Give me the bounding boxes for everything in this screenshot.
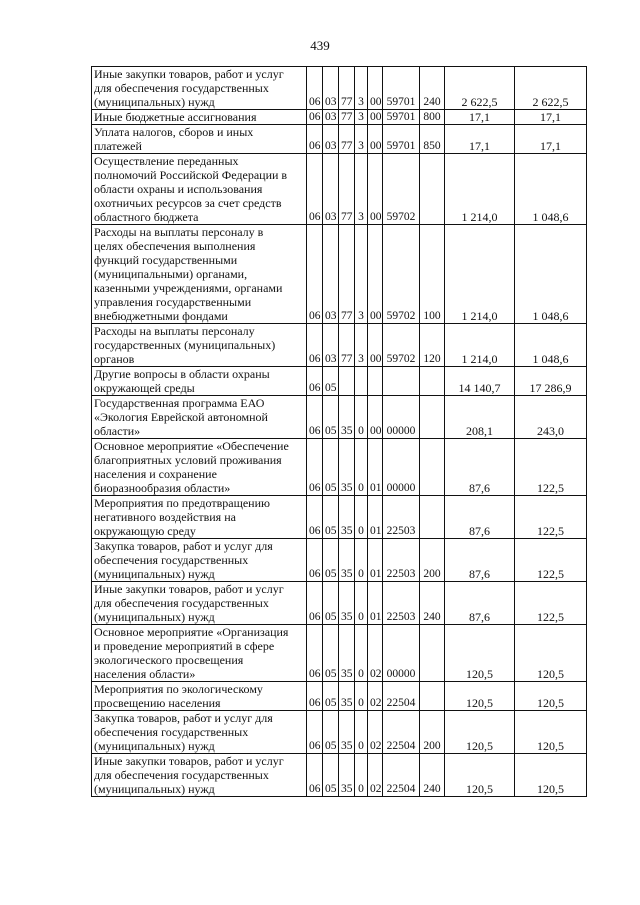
table-row <box>92 396 587 439</box>
program-code-cell: 35 <box>339 582 355 625</box>
description-cell <box>92 225 307 324</box>
description-cell <box>92 582 307 625</box>
description-line: окружающей среды <box>94 381 195 395</box>
description-line: Расходы на выплаты персоналу <box>94 324 255 338</box>
description-line: (муниципальными) органами, <box>94 267 248 281</box>
program-code-cell: 77 <box>339 110 355 125</box>
description-line: областного бюджета <box>94 210 199 224</box>
direction-code-cell <box>383 367 420 396</box>
description-line: платежей <box>94 139 142 153</box>
amount-year1-cell: 17,1 <box>445 125 515 154</box>
description-line: внебюджетными фондами <box>94 309 228 323</box>
direction-code-cell: 59702 <box>383 225 420 324</box>
table-row <box>92 154 587 225</box>
expense-type-code-cell: 240 <box>420 582 445 625</box>
activity-code-cell: 01 <box>368 439 383 496</box>
section-code-cell: 06 <box>307 439 323 496</box>
subprogram-code-cell: 0 <box>355 496 368 539</box>
amount-year1-cell: 17,1 <box>445 110 515 125</box>
subsection-code-cell: 05 <box>323 625 339 682</box>
section-code-cell: 06 <box>307 125 323 154</box>
description-line: Основное мероприятие «Организация <box>94 625 289 639</box>
program-code-cell <box>339 367 355 396</box>
description-line: Осуществление переданных <box>94 154 239 168</box>
amount-year2-cell: 122,5 <box>515 582 587 625</box>
amount-year2-cell: 120,5 <box>515 682 587 711</box>
activity-code-cell: 00 <box>368 396 383 439</box>
activity-code-cell: 00 <box>368 67 383 110</box>
expense-type-code-cell <box>420 367 445 396</box>
description-line: (муниципальных) нужд <box>94 567 215 581</box>
program-code-cell: 77 <box>339 225 355 324</box>
subsection-code-cell: 03 <box>323 154 339 225</box>
subsection-code-cell: 05 <box>323 754 339 797</box>
section-code-cell: 06 <box>307 396 323 439</box>
direction-code-cell: 22504 <box>383 682 420 711</box>
subprogram-code-cell: 3 <box>355 324 368 367</box>
expense-type-code-cell <box>420 682 445 711</box>
subprogram-code-cell: 0 <box>355 754 368 797</box>
description-line: населения области» <box>94 667 196 681</box>
description-line: полномочий Российской Федерации в <box>94 168 288 182</box>
program-code-cell: 35 <box>339 754 355 797</box>
amount-year2-cell: 122,5 <box>515 439 587 496</box>
subsection-code-cell: 05 <box>323 396 339 439</box>
amount-year1-cell: 120,5 <box>445 711 515 754</box>
description-cell <box>92 67 307 110</box>
description-line: области охраны и использования <box>94 182 263 196</box>
table-row <box>92 225 587 324</box>
budget-table <box>91 66 587 797</box>
subsection-code-cell: 05 <box>323 496 339 539</box>
description-line: Иные закупки товаров, работ и услуг <box>94 754 284 768</box>
program-code-cell: 35 <box>339 439 355 496</box>
direction-code-cell: 22503 <box>383 582 420 625</box>
section-code-cell: 06 <box>307 582 323 625</box>
table-row <box>92 582 587 625</box>
table-row <box>92 125 587 154</box>
description-cell <box>92 396 307 439</box>
expense-type-code-cell: 200 <box>420 711 445 754</box>
direction-code-cell: 59701 <box>383 67 420 110</box>
amount-year1-cell: 1 214,0 <box>445 154 515 225</box>
amount-year1-cell: 120,5 <box>445 682 515 711</box>
description-line: окружающую среду <box>94 524 196 538</box>
subprogram-code-cell: 0 <box>355 625 368 682</box>
subsection-code-cell: 05 <box>323 582 339 625</box>
amount-year1-cell: 2 622,5 <box>445 67 515 110</box>
section-code-cell: 06 <box>307 154 323 225</box>
program-code-cell: 35 <box>339 682 355 711</box>
amount-year2-cell: 1 048,6 <box>515 225 587 324</box>
amount-year1-cell: 208,1 <box>445 396 515 439</box>
amount-year2-cell: 17,1 <box>515 125 587 154</box>
table-row <box>92 439 587 496</box>
program-code-cell: 35 <box>339 496 355 539</box>
description-cell <box>92 711 307 754</box>
subsection-code-cell: 05 <box>323 539 339 582</box>
direction-code-cell: 22503 <box>383 539 420 582</box>
subprogram-code-cell: 0 <box>355 539 368 582</box>
description-line: Иные бюджетные ассигнования <box>94 110 257 124</box>
amount-year1-cell: 1 214,0 <box>445 225 515 324</box>
description-line: управления государственными <box>94 295 252 309</box>
expense-type-code-cell: 100 <box>420 225 445 324</box>
subsection-code-cell: 03 <box>323 110 339 125</box>
direction-code-cell: 59701 <box>383 125 420 154</box>
activity-code-cell: 01 <box>368 582 383 625</box>
description-line: (муниципальных) нужд <box>94 610 215 624</box>
amount-year2-cell: 17 286,9 <box>515 367 587 396</box>
description-line: целях обеспечения выполнения <box>94 239 256 253</box>
expense-type-code-cell <box>420 625 445 682</box>
subprogram-code-cell: 3 <box>355 110 368 125</box>
description-cell <box>92 496 307 539</box>
description-line: экологического просвещения <box>94 653 244 667</box>
subprogram-code-cell: 3 <box>355 125 368 154</box>
subprogram-code-cell: 0 <box>355 582 368 625</box>
expense-type-code-cell <box>420 154 445 225</box>
subsection-code-cell: 03 <box>323 324 339 367</box>
subsection-code-cell: 05 <box>323 711 339 754</box>
subprogram-code-cell: 0 <box>355 439 368 496</box>
subprogram-code-cell: 0 <box>355 396 368 439</box>
description-line: обеспечения государственных <box>94 553 249 567</box>
page-number: 439 <box>310 38 330 53</box>
description-line: функций государственными <box>94 253 238 267</box>
description-line: Закупка товаров, работ и услуг для <box>94 539 273 553</box>
amount-year2-cell: 120,5 <box>515 754 587 797</box>
expense-type-code-cell <box>420 396 445 439</box>
direction-code-cell: 22504 <box>383 711 420 754</box>
table-row <box>92 625 587 682</box>
amount-year1-cell: 14 140,7 <box>445 367 515 396</box>
table-row <box>92 682 587 711</box>
description-line: Расходы на выплаты персоналу в <box>94 225 264 239</box>
amount-year2-cell: 1 048,6 <box>515 324 587 367</box>
description-line: просвещению населения <box>94 696 221 710</box>
description-cell <box>92 439 307 496</box>
description-line: государственных (муниципальных) <box>94 338 276 352</box>
section-code-cell: 06 <box>307 67 323 110</box>
subsection-code-cell: 05 <box>323 682 339 711</box>
direction-code-cell: 59702 <box>383 154 420 225</box>
description-cell <box>92 154 307 225</box>
activity-code-cell: 00 <box>368 324 383 367</box>
direction-code-cell: 22504 <box>383 754 420 797</box>
amount-year2-cell: 120,5 <box>515 711 587 754</box>
amount-year1-cell: 1 214,0 <box>445 324 515 367</box>
expense-type-code-cell <box>420 496 445 539</box>
table-row <box>92 324 587 367</box>
description-line: благоприятных условий проживания <box>94 453 282 467</box>
activity-code-cell: 02 <box>368 754 383 797</box>
activity-code-cell: 00 <box>368 154 383 225</box>
expense-type-code-cell: 800 <box>420 110 445 125</box>
table-row <box>92 711 587 754</box>
activity-code-cell: 00 <box>368 110 383 125</box>
table-row <box>92 367 587 396</box>
amount-year2-cell: 2 622,5 <box>515 67 587 110</box>
section-code-cell: 06 <box>307 225 323 324</box>
expense-type-code-cell: 850 <box>420 125 445 154</box>
description-line: обеспечения государственных <box>94 725 249 739</box>
program-code-cell: 77 <box>339 125 355 154</box>
description-line: негативного воздействия на <box>94 510 236 524</box>
program-code-cell: 35 <box>339 625 355 682</box>
amount-year1-cell: 120,5 <box>445 625 515 682</box>
description-line: Государственная программа ЕАО <box>94 396 265 410</box>
description-cell <box>92 367 307 396</box>
description-cell <box>92 324 307 367</box>
subprogram-code-cell: 3 <box>355 67 368 110</box>
expense-type-code-cell: 120 <box>420 324 445 367</box>
expense-type-code-cell: 200 <box>420 539 445 582</box>
description-cell <box>92 125 307 154</box>
direction-code-cell: 59701 <box>383 110 420 125</box>
description-cell <box>92 754 307 797</box>
description-line: для обеспечения государственных <box>94 81 269 95</box>
section-code-cell: 06 <box>307 539 323 582</box>
description-cell <box>92 539 307 582</box>
amount-year2-cell: 17,1 <box>515 110 587 125</box>
description-line: биоразнообразия области» <box>94 481 231 495</box>
subsection-code-cell: 05 <box>323 367 339 396</box>
description-line: Мероприятия по предотвращению <box>94 496 270 510</box>
section-code-cell: 06 <box>307 324 323 367</box>
expense-type-code-cell: 240 <box>420 67 445 110</box>
description-line: (муниципальных) нужд <box>94 739 215 753</box>
description-line: Закупка товаров, работ и услуг для <box>94 711 273 725</box>
expense-type-code-cell: 240 <box>420 754 445 797</box>
program-code-cell: 77 <box>339 67 355 110</box>
description-cell <box>92 682 307 711</box>
activity-code-cell: 00 <box>368 125 383 154</box>
direction-code-cell: 00000 <box>383 439 420 496</box>
program-code-cell: 35 <box>339 396 355 439</box>
activity-code-cell: 01 <box>368 539 383 582</box>
section-code-cell: 06 <box>307 367 323 396</box>
description-line: (муниципальных) нужд <box>94 95 215 109</box>
subprogram-code-cell: 3 <box>355 225 368 324</box>
description-line: населения и сохранение <box>94 467 217 481</box>
direction-code-cell: 22503 <box>383 496 420 539</box>
table-row <box>92 496 587 539</box>
amount-year1-cell: 87,6 <box>445 439 515 496</box>
activity-code-cell <box>368 367 383 396</box>
amount-year2-cell: 1 048,6 <box>515 154 587 225</box>
description-line: Мероприятия по экологическому <box>94 682 263 696</box>
program-code-cell: 35 <box>339 539 355 582</box>
table-row <box>92 539 587 582</box>
subprogram-code-cell: 0 <box>355 711 368 754</box>
amount-year2-cell: 122,5 <box>515 496 587 539</box>
section-code-cell: 06 <box>307 682 323 711</box>
program-code-cell: 35 <box>339 711 355 754</box>
description-line: органов <box>94 352 135 366</box>
subprogram-code-cell: 3 <box>355 154 368 225</box>
activity-code-cell: 02 <box>368 682 383 711</box>
budget-table-body <box>92 67 587 797</box>
description-line: Иные закупки товаров, работ и услуг <box>94 582 284 596</box>
program-code-cell: 77 <box>339 154 355 225</box>
subprogram-code-cell: 0 <box>355 682 368 711</box>
description-line: охотничьих ресурсов за счет средств <box>94 196 282 210</box>
description-cell <box>92 625 307 682</box>
description-line: для обеспечения государственных <box>94 768 269 782</box>
amount-year1-cell: 87,6 <box>445 582 515 625</box>
activity-code-cell: 01 <box>368 496 383 539</box>
table-row <box>92 754 587 797</box>
subprogram-code-cell <box>355 367 368 396</box>
description-line: Основное мероприятие «Обеспечение <box>94 439 289 453</box>
subsection-code-cell: 05 <box>323 439 339 496</box>
subsection-code-cell: 03 <box>323 225 339 324</box>
subsection-code-cell: 03 <box>323 67 339 110</box>
description-line: (муниципальных) нужд <box>94 782 215 796</box>
description-line: Другие вопросы в области охраны <box>94 367 270 381</box>
description-cell <box>92 110 307 125</box>
section-code-cell: 06 <box>307 496 323 539</box>
section-code-cell: 06 <box>307 110 323 125</box>
amount-year2-cell: 120,5 <box>515 625 587 682</box>
amount-year1-cell: 120,5 <box>445 754 515 797</box>
direction-code-cell: 00000 <box>383 396 420 439</box>
amount-year2-cell: 243,0 <box>515 396 587 439</box>
description-line: Уплата налогов, сборов и иных <box>94 125 254 139</box>
activity-code-cell: 00 <box>368 225 383 324</box>
expense-type-code-cell <box>420 439 445 496</box>
description-line: и проведение мероприятий в сфере <box>94 639 275 653</box>
description-line: области» <box>94 424 141 438</box>
amount-year2-cell: 122,5 <box>515 539 587 582</box>
activity-code-cell: 02 <box>368 711 383 754</box>
program-code-cell: 77 <box>339 324 355 367</box>
table-row <box>92 67 587 110</box>
description-line: для обеспечения государственных <box>94 596 269 610</box>
description-line: Иные закупки товаров, работ и услуг <box>94 67 284 81</box>
description-line: «Экология Еврейской автономной <box>94 410 268 424</box>
section-code-cell: 06 <box>307 754 323 797</box>
section-code-cell: 06 <box>307 711 323 754</box>
description-line: казенными учреждениями, органами <box>94 281 283 295</box>
activity-code-cell: 02 <box>368 625 383 682</box>
amount-year1-cell: 87,6 <box>445 496 515 539</box>
amount-year1-cell: 87,6 <box>445 539 515 582</box>
section-code-cell: 06 <box>307 625 323 682</box>
subsection-code-cell: 03 <box>323 125 339 154</box>
table-row <box>92 110 587 125</box>
direction-code-cell: 59702 <box>383 324 420 367</box>
direction-code-cell: 00000 <box>383 625 420 682</box>
